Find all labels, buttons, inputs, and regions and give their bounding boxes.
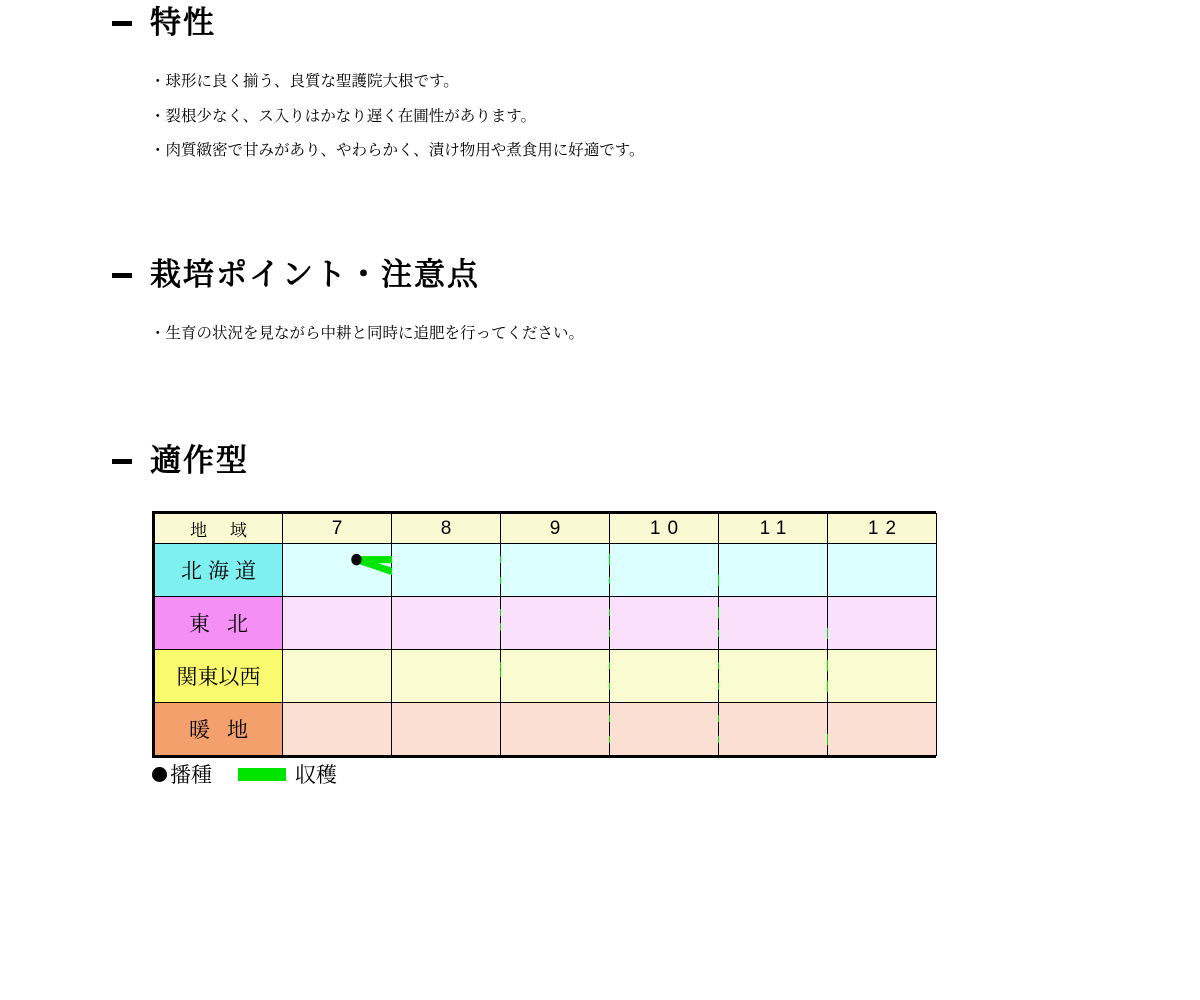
month-cell <box>283 650 392 703</box>
column-header-month: 9 <box>501 514 610 544</box>
region-label-cell <box>155 544 283 597</box>
section-crop-type <box>0 444 1200 478</box>
heading-dash-icon <box>112 459 132 464</box>
column-header-month: 7 <box>283 514 392 544</box>
list-item: ・肉質緻密で甘みがあり、やわらかく、漬け物用や煮食用に好適です。 <box>150 141 645 160</box>
calendar-body <box>155 544 937 756</box>
column-header-region: 地 域 <box>155 514 283 544</box>
column-header-month: 8 <box>392 514 501 544</box>
region-label: 関東以西 <box>176 665 261 689</box>
heading-dash-icon <box>112 273 132 278</box>
harvest-bar-icon <box>238 768 286 781</box>
heading-dash-icon <box>112 21 132 26</box>
section-cultivation-points <box>0 258 1200 361</box>
cultivation-points-bullet-list <box>150 326 1200 342</box>
month-cell <box>610 597 719 650</box>
month-cell <box>283 703 392 756</box>
month-cell <box>501 650 610 703</box>
region-label-cell <box>155 650 283 703</box>
column-header-month: 10 <box>610 514 719 544</box>
calendar-legend <box>152 759 337 789</box>
calendar-header <box>155 514 937 544</box>
section-heading-label: 栽培ポイント・注意点 <box>150 257 480 292</box>
section-heading-label: 特性 <box>150 5 216 40</box>
legend-label-harvest: 収穫 <box>295 763 337 787</box>
region-label: 東北 <box>189 612 265 636</box>
list-item: ・裂根少なく、ス入りはかなり遅く在圃性があります。 <box>150 106 536 125</box>
calendar-grid <box>154 513 937 756</box>
month-cell <box>828 544 937 597</box>
header-row <box>155 514 937 544</box>
month-cell <box>283 544 392 597</box>
region-label: 暖地 <box>189 718 265 742</box>
section-heading-cultivation-points <box>112 258 1200 292</box>
month-cell <box>828 650 937 703</box>
list-item: ・球形に良く揃う、良質な聖護院大根です。 <box>150 72 459 91</box>
sowing-dot-icon <box>152 767 167 782</box>
month-cell <box>828 597 937 650</box>
table-row <box>155 703 937 756</box>
month-cell <box>501 544 610 597</box>
column-header-month: 11 <box>719 514 828 544</box>
section-heading-crop-type <box>112 444 1200 478</box>
table-row <box>155 597 937 650</box>
month-cell <box>719 597 828 650</box>
region-label-cell <box>155 597 283 650</box>
month-cell <box>610 703 719 756</box>
sowing-dot <box>351 554 361 565</box>
crop-calendar-table <box>152 511 936 758</box>
table-row <box>155 650 937 703</box>
section-heading-label: 適作型 <box>150 443 249 478</box>
list-item: ・生育の状況を見ながら中耕と同時に追肥を行ってください。 <box>150 324 585 343</box>
month-cell <box>610 544 719 597</box>
month-cell <box>392 703 501 756</box>
month-cell <box>392 597 501 650</box>
section-characteristics <box>0 6 1200 178</box>
month-cell <box>719 703 828 756</box>
region-label: 北海道 <box>181 559 262 583</box>
month-cell <box>283 597 392 650</box>
month-cell <box>828 703 937 756</box>
month-cell <box>610 650 719 703</box>
month-cell <box>719 544 828 597</box>
month-cell <box>501 597 610 650</box>
section-heading-characteristics <box>112 6 1200 40</box>
column-header-month: 12 <box>828 514 937 544</box>
legend-label-sowing: 播種 <box>170 763 212 787</box>
month-cell <box>501 703 610 756</box>
month-cell <box>392 544 501 597</box>
month-cell <box>392 650 501 703</box>
characteristics-bullet-list <box>150 74 1200 159</box>
region-label-cell <box>155 703 283 756</box>
month-cell <box>719 650 828 703</box>
table-row <box>155 544 937 597</box>
